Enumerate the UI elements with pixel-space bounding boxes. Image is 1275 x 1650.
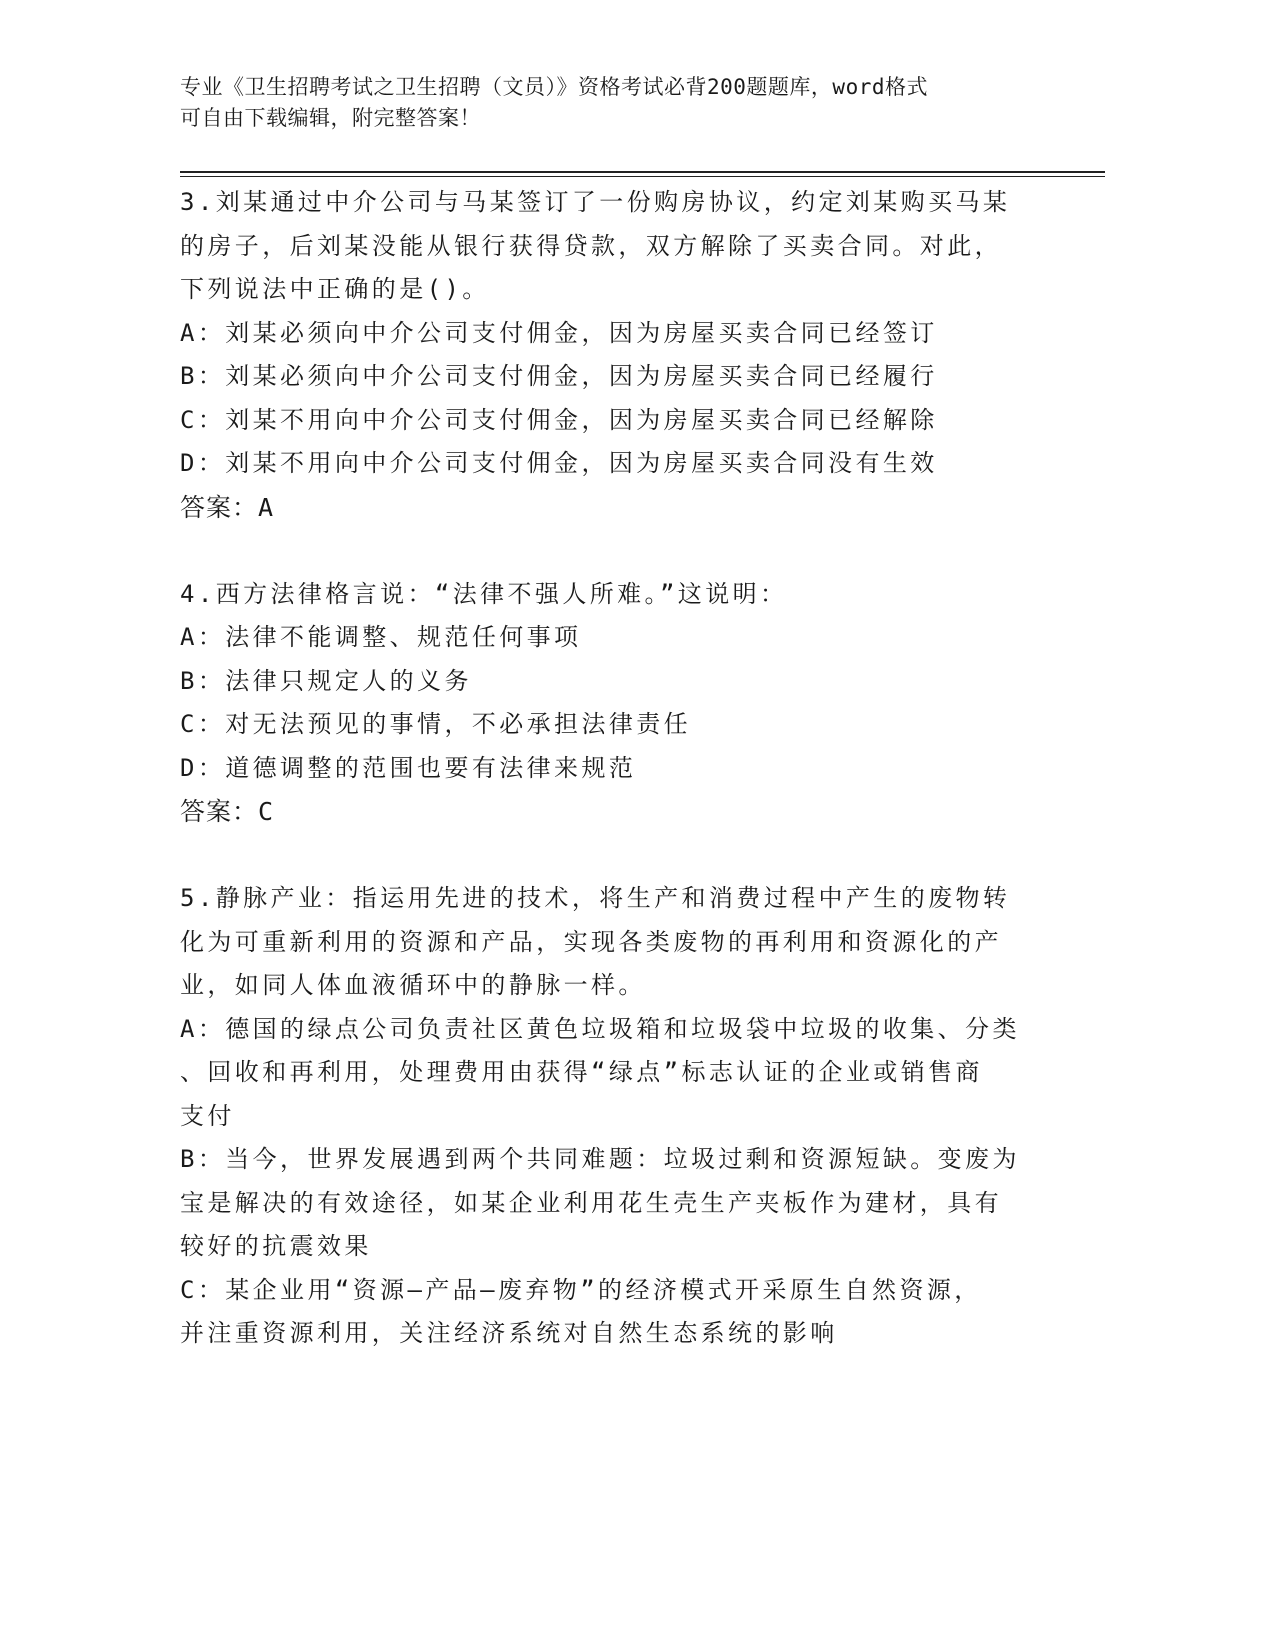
question-stem: 3.刘某通过中介公司与马某签订了一份购房协议，约定刘某购买马某 xyxy=(180,188,1011,216)
answer-line: 答案：C xyxy=(180,797,275,826)
option-a: 、回收和再利用，处理费用由获得“绿点”标志认证的企业或销售商 xyxy=(180,1058,983,1086)
option-a: A：德国的绿点公司负责社区黄色垃圾箱和垃圾袋中垃圾的收集、分类 xyxy=(180,1014,1020,1043)
question-stem: 业，如同人体血液循环中的静脉一样。 xyxy=(180,971,646,999)
question-stem: 化为可重新利用的资源和产品，实现各类废物的再利用和资源化的产 xyxy=(180,927,1002,956)
option-b: B：刘某必须向中介公司支付佣金，因为房屋买卖合同已经履行 xyxy=(180,362,938,390)
header-line: 专业《卫生招聘考试之卫生招聘（文员）》资格考试必背200题题库，word格式 xyxy=(180,75,928,99)
page-header xyxy=(180,72,1040,134)
option-c: C：对无法预见的事情，不必承担法律责任 xyxy=(180,710,692,738)
question-list xyxy=(180,181,1040,1356)
header-divider xyxy=(180,171,1105,173)
option-c: C：刘某不用向中介公司支付佣金，因为房屋买卖合同已经解除 xyxy=(180,405,938,434)
question-stem: 4.西方法律格言说：“法律不强人所难。”这说明： xyxy=(180,579,788,608)
option-b: 较好的抗震效果 xyxy=(180,1232,372,1260)
option-c: 并注重资源利用，关注经济系统对自然生态系统的影响 xyxy=(180,1319,838,1347)
option-b: 宝是解决的有效途径，如某企业利用花生壳生产夹板作为建材，具有 xyxy=(180,1188,1002,1217)
question-block xyxy=(180,877,1040,1356)
option-c: C：某企业用“资源—产品—废弃物”的经济模式开采原生自然资源， xyxy=(180,1275,982,1304)
header-divider xyxy=(180,176,1105,177)
question-block xyxy=(180,573,1040,834)
question-stem: 的房子，后刘某没能从银行获得贷款，双方解除了买卖合同。对此， xyxy=(180,231,1002,260)
option-a: A：法律不能调整、规范任何事项 xyxy=(180,623,582,651)
option-b: B：法律只规定人的义务 xyxy=(180,666,472,695)
header-line: 可自由下载编辑，附完整答案！ xyxy=(180,106,481,130)
option-a: 支付 xyxy=(180,1101,235,1130)
option-b: B：当今，世界发展遇到两个共同难题：垃圾过剩和资源短缺。变废为 xyxy=(180,1145,1020,1173)
question-stem: 5.静脉产业：指运用先进的技术，将生产和消费过程中产生的废物转 xyxy=(180,884,1011,912)
option-d: D：刘某不用向中介公司支付佣金，因为房屋买卖合同没有生效 xyxy=(180,449,938,477)
question-block xyxy=(180,181,1040,529)
option-d: D：道德调整的范围也要有法律来规范 xyxy=(180,753,637,782)
question-stem: 下列说法中正确的是()。 xyxy=(180,275,490,303)
option-a: A：刘某必须向中介公司支付佣金，因为房屋买卖合同已经签订 xyxy=(180,318,938,347)
answer-line: 答案：A xyxy=(180,492,275,522)
